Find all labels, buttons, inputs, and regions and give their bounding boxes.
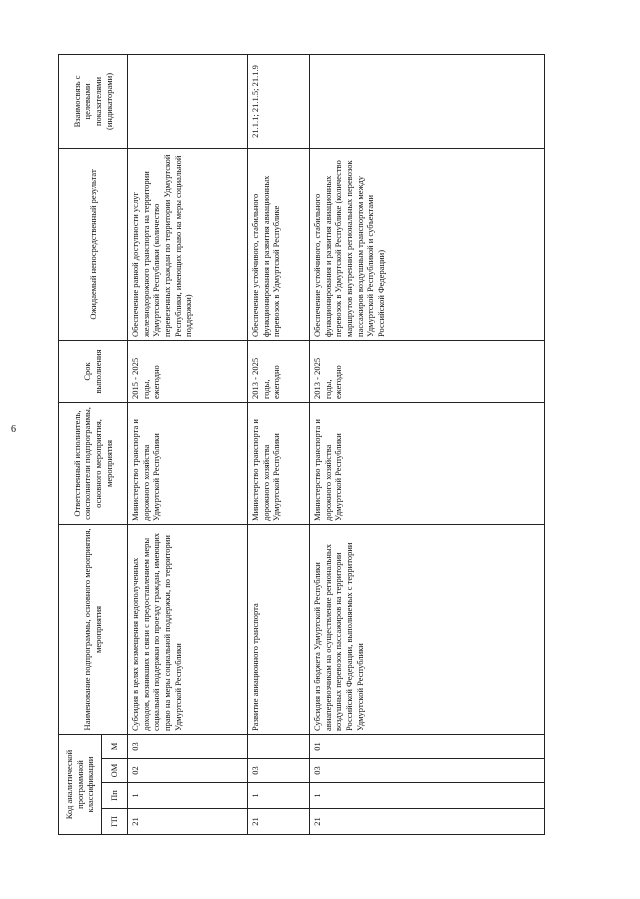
header-code-group: Код аналитической программной классификации bbox=[59, 734, 102, 834]
header-responsible: Ответственный исполнитель, соисполнители подпрограммы, основного мероприятия, мероприятия bbox=[59, 402, 128, 524]
cell-m bbox=[248, 734, 310, 758]
cell-responsible: Министерство транспорта и дорожного хозяйства Удмуртской Республики bbox=[128, 402, 248, 524]
cell-result: Обеспечение устойчивого, стабильного функционирования и развития авиационных перевозок в Удмуртской Республике (количество маршрутов внутренних региональных перевозок пассажиров воздушным транспортом между Удмуртской Республикой и субъектами Российской Федерации) bbox=[310, 148, 545, 340]
header-term: Срок выполнения bbox=[59, 340, 128, 402]
cell-result: Обеспечение равной доступности услуг железнодорожного транспорта на территории Удмуртской Республики (количество перевезенных граждан по территории Удмуртской Республики, имеющих право на меры социальной поддержки) bbox=[128, 148, 248, 340]
cell-m: 03 bbox=[128, 734, 248, 758]
cell-link bbox=[128, 54, 248, 148]
cell-responsible: Министерство транспорта и дорожного хозяйства Удмуртской Республики bbox=[248, 402, 310, 524]
page-number: 6 bbox=[11, 424, 16, 435]
program-table-sheet bbox=[58, 55, 545, 835]
cell-gp: 21 bbox=[248, 809, 310, 835]
cell-pp: 1 bbox=[128, 783, 248, 809]
cell-gp: 21 bbox=[310, 809, 545, 835]
header-name: Наименование подпрограммы, основного мероприятия, мероприятия bbox=[59, 524, 128, 734]
cell-name: Субсидия в целях возмещения недополученных доходов, возникших в связи с предоставлением меры социальной поддержки по проезду граждан, имеющих право на меры социальной поддержки, по территории Удмуртской Республики bbox=[128, 524, 248, 734]
cell-link: 21.1.1; 21.1.5; 21.1.9 bbox=[248, 54, 310, 148]
table-row bbox=[248, 54, 310, 834]
cell-m: 01 bbox=[310, 734, 545, 758]
cell-term: 2013 - 2025 годы, ежегодно bbox=[310, 340, 545, 402]
header-pp: Пп bbox=[102, 783, 128, 809]
cell-pp: 1 bbox=[310, 783, 545, 809]
cell-name: Субсидия из бюджета Удмуртской Республики авиаперевозчикам на осуществление региональных воздушных перевозок пассажиров на территории Российской Федерации, выполняемых с территории Удмуртской Республики bbox=[310, 524, 545, 734]
table-row bbox=[128, 54, 248, 834]
header-link: Взаимосвязь с целевыми показателями (индикаторами) bbox=[59, 54, 128, 148]
cell-term: 2013 - 2025 годы, ежегодно bbox=[248, 340, 310, 402]
header-om: ОМ bbox=[102, 759, 128, 783]
cell-gp: 21 bbox=[128, 809, 248, 835]
program-table bbox=[58, 54, 545, 835]
header-result: Ожидаемый непосредственный результат bbox=[59, 148, 128, 340]
cell-result: Обеспечение устойчивого, стабильного функционирования и развития авиационных перевозок в Удмуртской Республике bbox=[248, 148, 310, 340]
cell-responsible: Министерство транспорта и дорожного хозяйства Удмуртской Республики bbox=[310, 402, 545, 524]
cell-om: 02 bbox=[128, 759, 248, 783]
cell-name: Развитие авиационного транспорта bbox=[248, 524, 310, 734]
cell-pp: 1 bbox=[248, 783, 310, 809]
header-gp: ГП bbox=[102, 809, 128, 835]
cell-om: 03 bbox=[310, 759, 545, 783]
header-m: М bbox=[102, 734, 128, 758]
cell-term: 2015 - 2025 годы, ежегодно bbox=[128, 340, 248, 402]
cell-link bbox=[310, 54, 545, 148]
cell-om: 03 bbox=[248, 759, 310, 783]
table-row bbox=[310, 54, 545, 834]
